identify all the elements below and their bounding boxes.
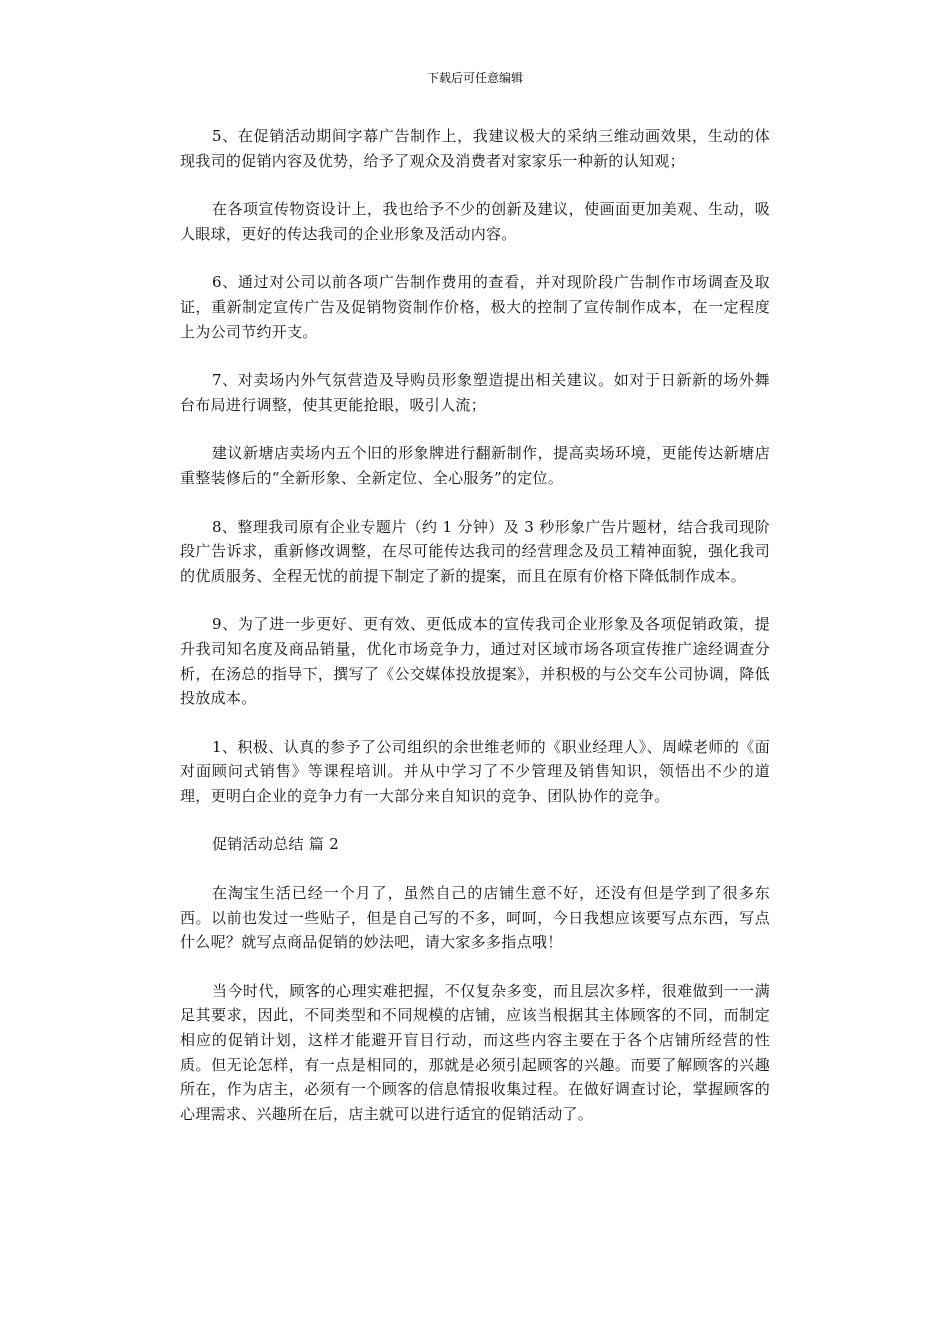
paragraph: 6、通过对公司以前各项广告制作费用的查看，并对现阶段广告制作市场调查及取证，重新制定宣传广告及促销物资制作价格，极大的控制了宣传制作成本，在一定程度上为公司节约开支。 [180, 273, 770, 341]
paragraph: 当今时代，顾客的心理实难把握，不仅复杂多变，而且层次多样，很难做到一一满足其要求，因此，不同类型和不同规模的店铺，应该当根据其主体顾客的不同，而制定相应的促销计划，这样才能避开盲目行动，而这些内容主要在于各个店铺所经营的性质。但无论怎样，有一点是相同的，那就是必须引起顾客的兴趣。而要了解顾客的兴趣所在，作为店主，必须有一个顾客的信息情报收集过程。在做好调查讨论，掌握顾客的心理需求、兴趣所在后，店主就可以进行适宜的促销活动了。 [180, 981, 770, 1123]
paragraph: 5、在促销活动期间字幕广告制作上，我建议极大的采纳三维动画效果，生动的体现我司的促销内容及优势，给予了观众及消费者对家家乐一种新的认知观； [180, 127, 770, 170]
paragraph: 在淘宝生活已经一个月了，虽然自己的店铺生意不好，还没有但是学到了很多东西。以前也发过一些贴子，但是自己写的不多，呵呵，今日我想应该要写点东西，写点什么呢？就写点商品促销的妙法吧，请大家多多指点哦！ [180, 884, 770, 952]
paragraph: 7、对卖场内外气氛营造及导购员形象塑造提出相关建议。如对于日新新的场外舞台布局进行调整，使其更能抢眼，吸引人流； [180, 371, 770, 414]
paragraph: 1、积极、认真的参予了公司组织的余世维老师的《职业经理人》、周嵘老师的《面对面顾问式销售》等课程培训。并从中学习了不少管理及销售知识，领悟出不少的道理，更明白企业的竞争力有一大部分来自知识的竞争、团队协作的竞争。 [180, 737, 770, 805]
paragraph: 在各项宣传物资设计上，我也给予不少的创新及建议，使画面更加美观、生动，吸人眼球，更好的传达我司的企业形象及活动内容。 [180, 200, 770, 243]
section-heading: 促销活动总结 篇 2 [212, 835, 340, 854]
paragraph: 8、整理我司原有企业专题片（约 1 分钟）及 3 秒形象广告片题材，结合我司现阶段广告诉求，重新修改调整，在尽可能传达我司的经营理念及员工精神面貌，强化我司的优质服务、全程无忧的前提下制定了新的提案，而且在原有价格下降低制作成本。 [180, 517, 770, 585]
header-note: 下载后可任意编辑 [426, 71, 523, 85]
document-body [180, 124, 770, 1150]
paragraph: 9、为了进一步更好、更有效、更低成本的宣传我司企业形象及各项促销政策，提升我司知名度及商品销量，优化市场竞争力，通过对区域市场各项宣传推广途经调查分析，在汤总的指导下，撰写了《公交媒体投放提案》，并积极的与公交车公司协调，降低投放成本。 [180, 615, 770, 708]
paragraph: 建议新塘店卖场内五个旧的形象牌进行翻新制作，提高卖场环境，更能传达新塘店重整装修后的“全新形象、全新定位、全心服务”的定位。 [180, 444, 770, 487]
